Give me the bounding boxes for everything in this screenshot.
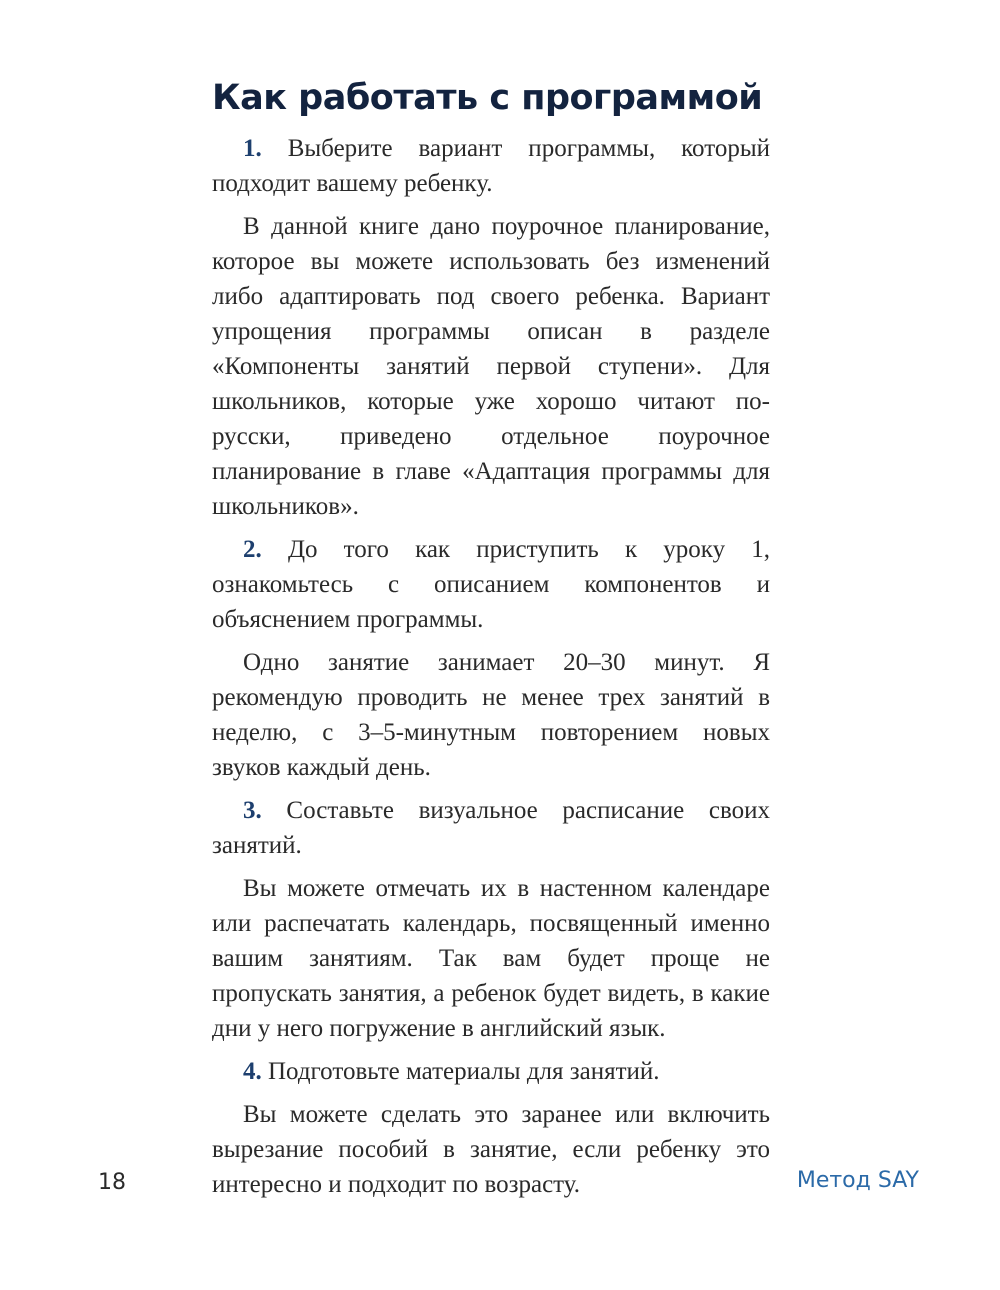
step-1	[212, 131, 770, 201]
step-number: 1.	[243, 135, 262, 162]
step-1-detail: В данной книге дано поурочное планирование, которое вы можете использовать без изменений либо адаптировать под своего ребенка. Вариант упрощения программы описан в разделе «Компоненты занятий первой ступени». Для школьников, которые уже хорошо читают по-русски, приведено отдельное поурочное планирование в главе «Адаптация программы для школьников».	[212, 213, 770, 520]
page-title: Как работать с программой	[212, 78, 763, 118]
step-text: До того как приступить к уроку 1, ознакомьтесь с описанием компонентов и объяснением программы.	[212, 536, 771, 633]
step-2-detail: Одно занятие занимает 20–30 минут. Я рекомендую проводить не менее трех занятий в неделю, с 3–5-минутным повторением новых звуков каждый день.	[212, 649, 770, 781]
running-footer-title: Метод SAY	[796, 1168, 919, 1193]
step-number: 2.	[243, 536, 262, 563]
instructions-body	[212, 131, 770, 1210]
step-3-detail: Вы можете отмечать их в настенном календаре или распечатать календарь, посвященный именно вашим занятиям. Так вам будет проще не пропускать занятия, а ребенок будет видеть, в какие дни у него погружение в английский язык.	[212, 875, 770, 1042]
step-number: 3.	[243, 797, 262, 824]
step-4-detail: Вы можете сделать это заранее или включить вырезание пособий в занятие, если ребенку это интересно и подходит по возрасту.	[212, 1101, 770, 1198]
step-text: Выберите вариант программы, который подходит вашему ребенку.	[212, 135, 770, 197]
step-3	[212, 793, 770, 863]
step-4	[212, 1054, 770, 1089]
step-text: Составьте визуальное расписание своих занятий.	[212, 797, 770, 859]
step-number: 4.	[243, 1058, 262, 1085]
step-2	[212, 532, 770, 637]
page-number: 18	[98, 1170, 126, 1195]
step-text: Подготовьте материалы для занятий.	[268, 1058, 660, 1085]
